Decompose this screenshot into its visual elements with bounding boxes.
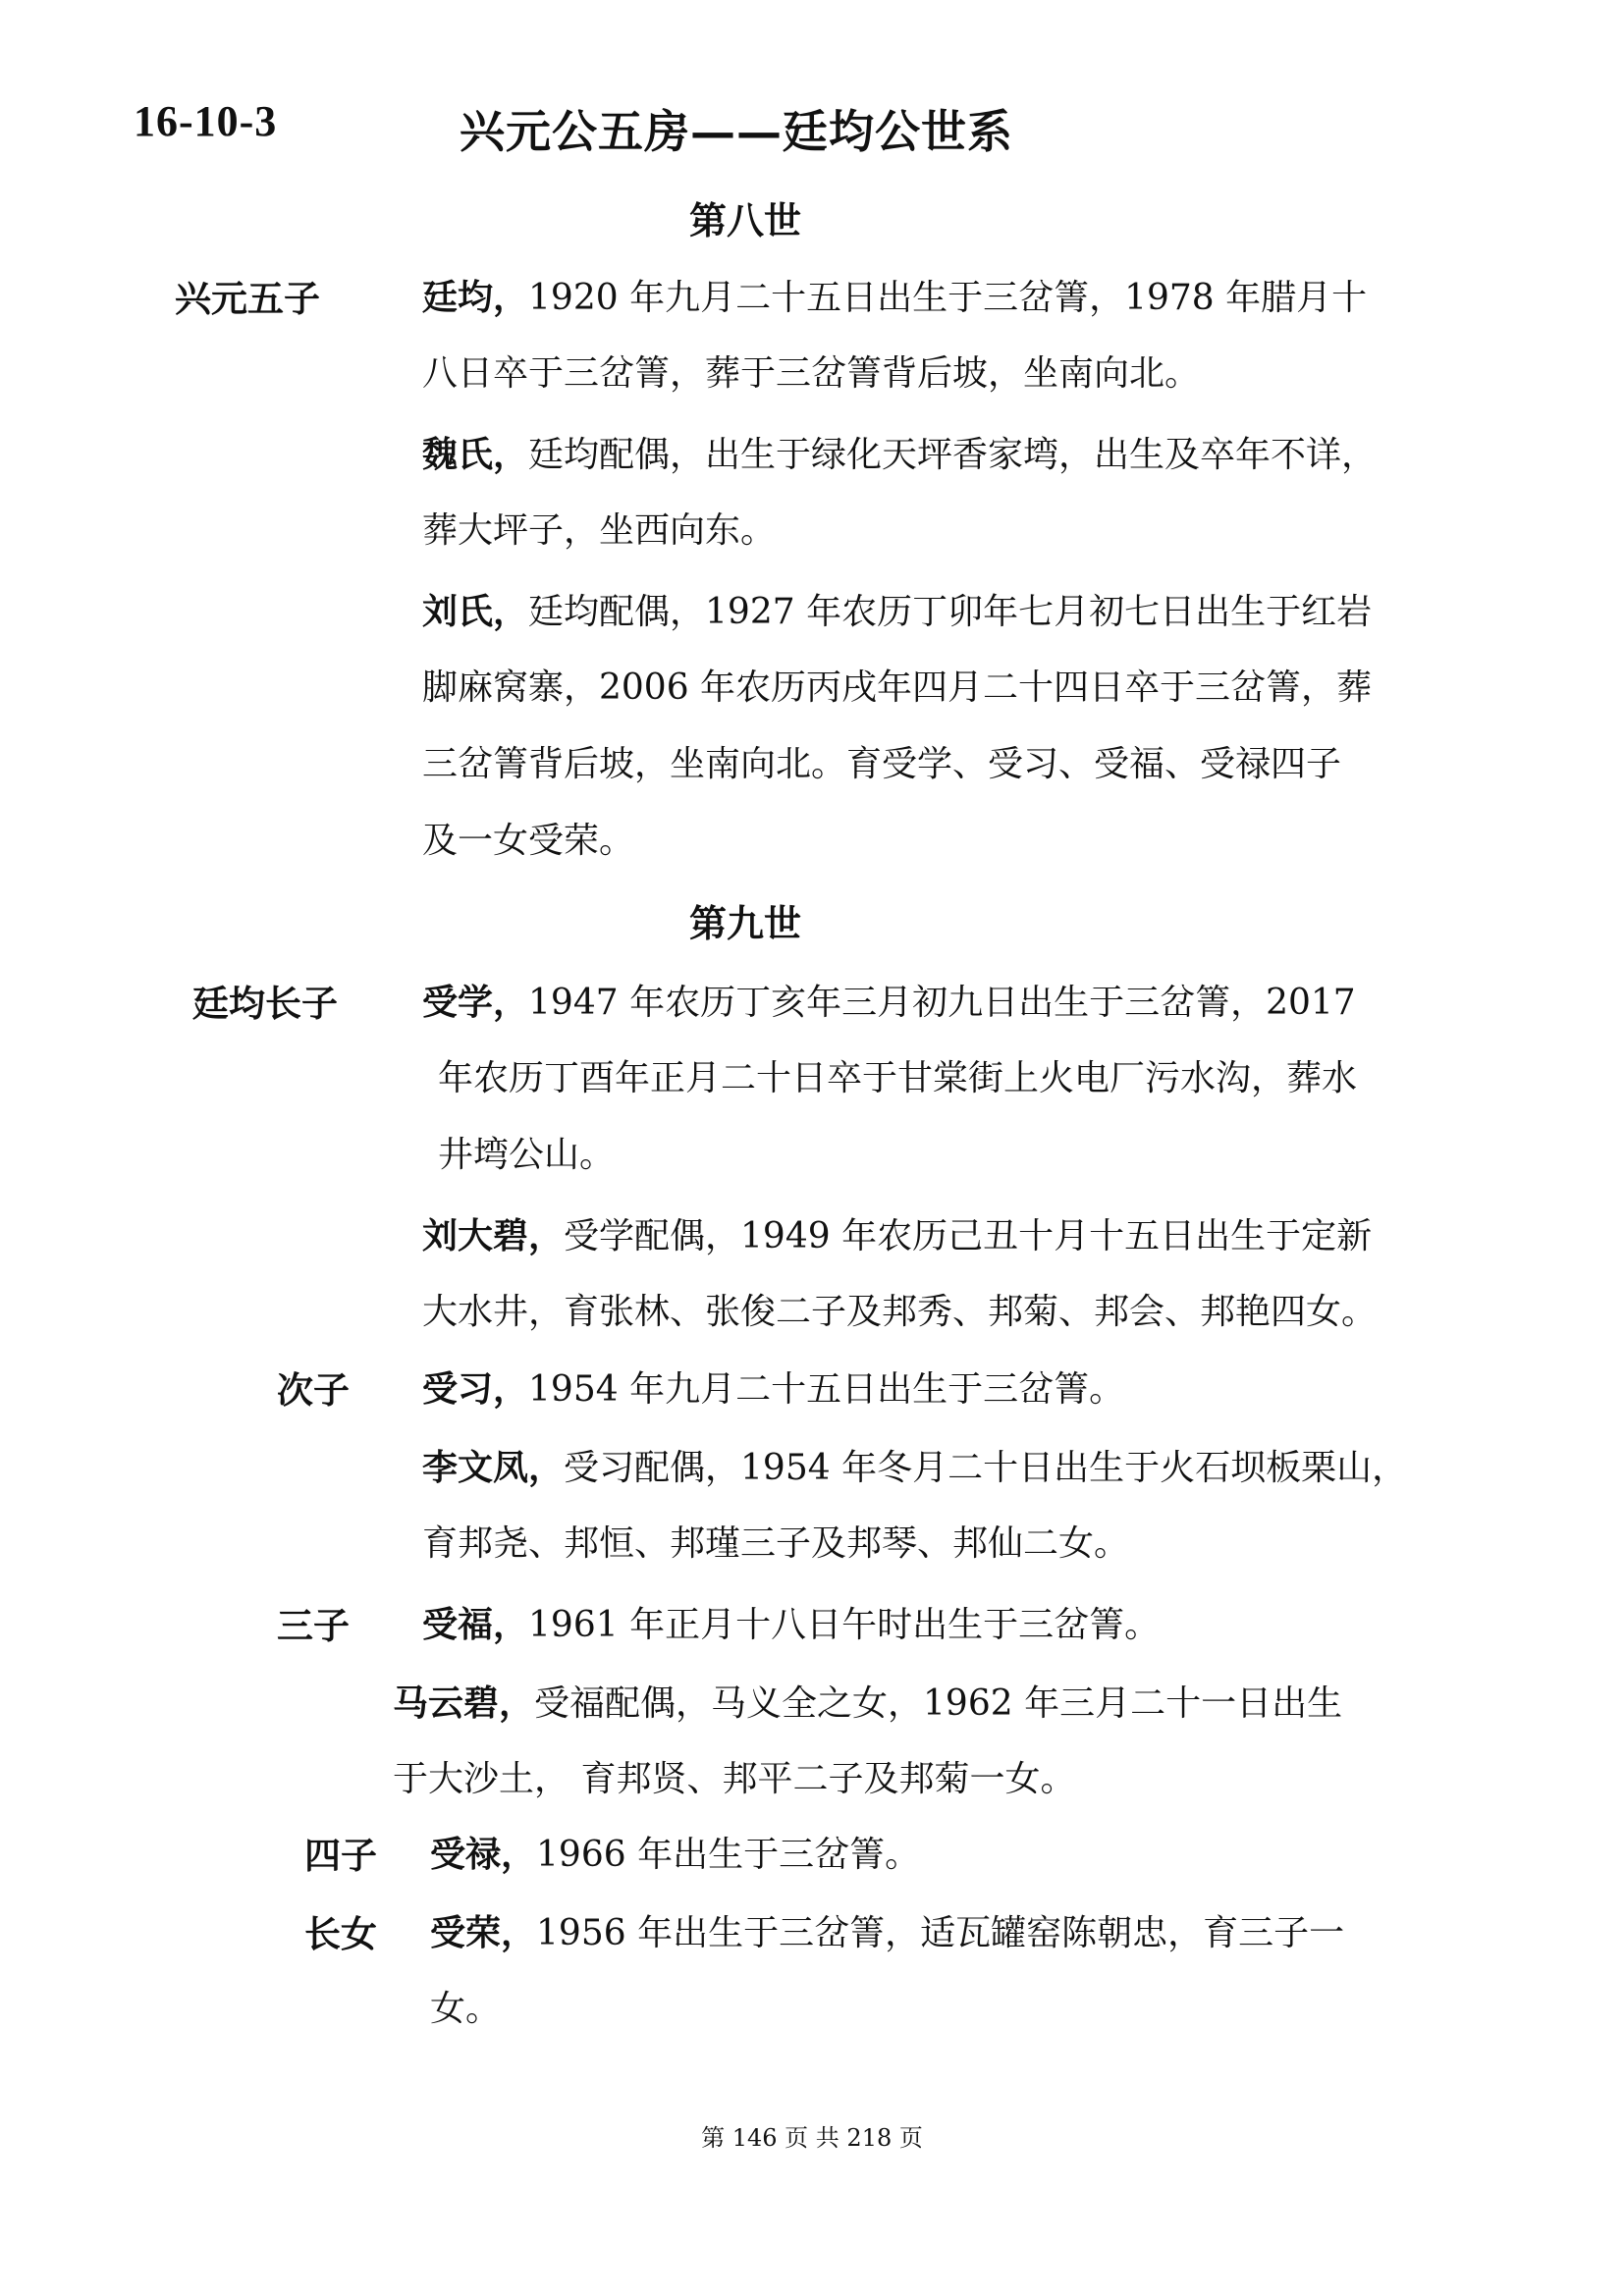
relation-label: 长女 [304,1912,377,1955]
spouse-entry: 李文凤，受习配偶，1954 年冬月二十日出生于火石坝板栗山， 育邦尧、邦恒、邦瑾三子及邦琴、邦仙二女。 [422,1447,1408,1564]
relation-label: 廷均长子 [192,982,338,1025]
spouse-name: 马云碧， [393,1682,535,1724]
spouse-entry: 刘氏，廷均配偶，1927 年农历丁卯年七月初七日出生于红岩 脚麻窝寨，2006 年农历丙戌年四月二十四日卒于三岔箐，葬 三岔箐背后坡，坐南向北。育受学、受习、受福、受禄四子 及一女受荣。 [422,591,1373,861]
person-entry: 受荣，1956 年出生于三岔箐，适瓦罐窑陈朝忠，育三子一 女。 [430,1912,1345,2029]
spouse-name: 刘大碧， [422,1215,565,1256]
page-footer: 第 146 页 共 218 页 [701,2124,923,2152]
relation-label: 兴元五子 [175,277,320,320]
relation-label: 三子 [277,1604,350,1647]
person-entry: 受习，1954 年九月二十五日出生于三岔箐。 [422,1368,1125,1410]
person-name: 受学， [422,982,529,1023]
section-title: 兴元公五房——廷均公世系 [460,105,1013,158]
person-entry: 受禄，1966 年出生于三岔箐。 [430,1834,921,1875]
generation-title-8: 第八世 [689,198,802,242]
spouse-name: 魏氏， [422,434,529,475]
spouse-name: 刘氏， [422,591,529,632]
person-entry: 受福，1961 年正月十八日午时出生于三岔箐。 [422,1604,1161,1645]
person-name: 受禄， [430,1834,537,1875]
relation-label: 四子 [304,1834,377,1877]
spouse-name: 李文凤， [422,1447,565,1488]
person-name: 廷均， [422,277,529,318]
person-name: 受福， [422,1604,529,1645]
relation-label: 次子 [277,1368,350,1412]
person-name: 受习， [422,1368,529,1410]
person-name: 受荣， [430,1912,537,1953]
section-number: 16-10-3 [134,97,278,145]
generation-title-9: 第九世 [689,901,802,945]
spouse-entry: 刘大碧，受学配偶，1949 年农历己丑十月十五日出生于定新 大水井，育张林、张俊二子及邦秀、邦菊、邦会、邦艳四女。 [422,1215,1378,1332]
person-entry: 廷均，1920 年九月二十五日出生于三岔箐，1978 年腊月十 八日卒于三岔箐，葬于三岔箐背后坡，坐南向北。 [422,277,1368,394]
person-entry: 受学，1947 年农历丁亥年三月初九日出生于三岔箐，2017 年农历丁酉年正月二十日卒于甘棠街上火电厂污水沟，葬水 井塆公山。 [422,982,1358,1175]
spouse-entry: 魏氏，廷均配偶，出生于绿化天坪香家塆，出生及卒年不详， 葬大坪子，坐西向东。 [422,434,1378,551]
spouse-entry: 马云碧，受福配偶，马义全之女，1962 年三月二十一日出生 于大沙土， 育邦贤、邦平二子及邦菊一女。 [393,1682,1343,1799]
